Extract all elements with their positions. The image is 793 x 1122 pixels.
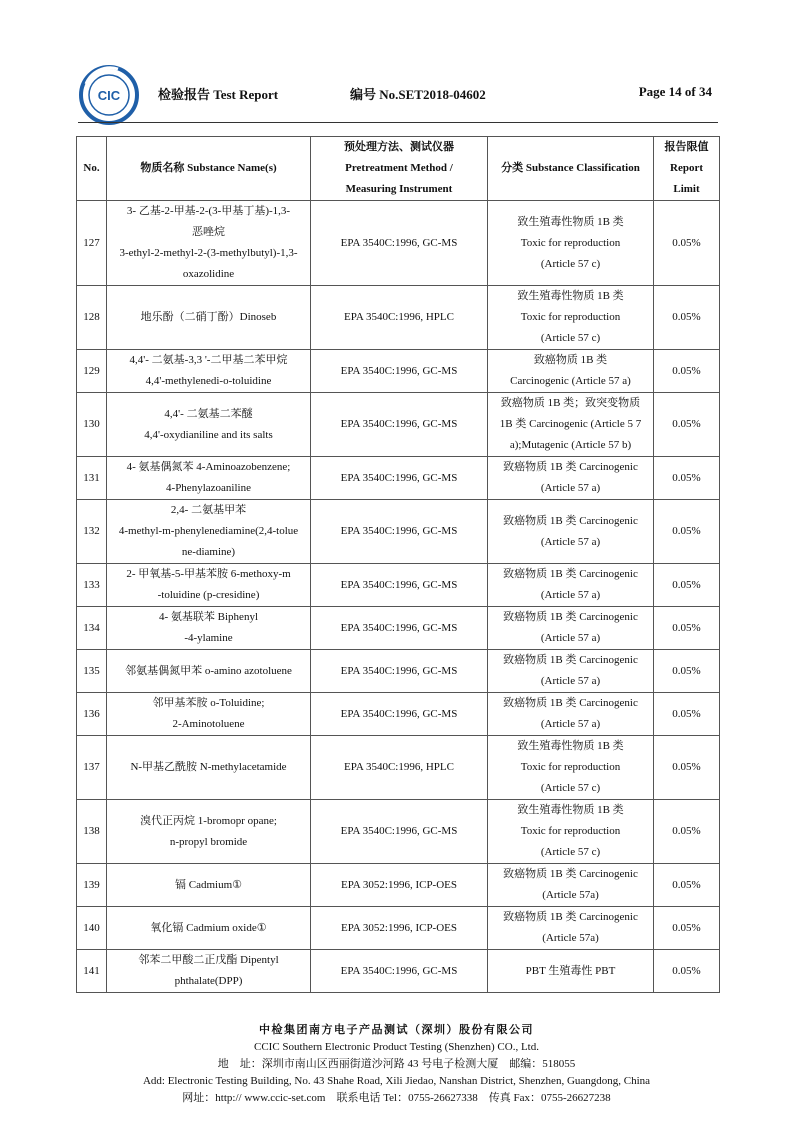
substance-name-line: 恶唑烷 [192,226,225,238]
table-row [77,201,720,286]
substance-name-line: 4,4'-methylenedi-o-toluidine [145,375,272,387]
report-limit: 0.05% [654,800,720,864]
test-method: EPA 3540C:1996, GC-MS [311,693,488,736]
substance-name-line: 3- 乙基-2-甲基-2-(3-甲基丁基)-1,3- [126,205,291,217]
table-row [77,950,720,993]
substance-name-line: 4,4'- 二氨基二苯醚 [164,407,253,420]
header-limit-line: Limit [673,183,700,195]
substance-classification [488,736,654,800]
report-limit: 0.05% [654,607,720,650]
test-method: EPA 3052:1996, ICP-OES [311,907,488,950]
substance-classification [488,800,654,864]
table-body [77,201,720,993]
table-row [77,607,720,650]
substance-name [107,950,311,993]
table-row [77,736,720,800]
footer-address-cn: 地 址：深圳市南山区西丽街道沙河路 43 号电子检测大厦 邮编：518055 [217,1058,576,1070]
substance-classification [488,650,654,693]
substance-name [107,350,311,393]
header-no: No. [77,137,107,201]
report-limit: 0.05% [654,650,720,693]
substance-name [107,650,311,693]
row-number: 134 [77,607,107,650]
table-row [77,500,720,564]
header-substance: 物质名称 Substance Name(s) [107,137,311,201]
row-number: 127 [77,201,107,286]
footer-company-cn: 中检集团南方电子产品测试（深圳）股份有限公司 [259,1024,534,1036]
table-row [77,800,720,864]
classification-line: 致癌物质 1B 类 Carcinogenic [503,568,638,580]
row-number: 141 [77,950,107,993]
page-header [78,62,718,126]
report-limit: 0.05% [654,564,720,607]
test-method: EPA 3052:1996, ICP-OES [311,864,488,907]
logo-text: CIC [97,88,121,103]
report-title: 检验报告 Test Report [158,87,279,102]
classification-line: Toxic for reproduction [520,236,621,249]
classification-line: 致癌物质 1B 类 Carcinogenic [503,611,638,623]
classification-line: (Article 57a) [542,889,599,901]
row-number: 130 [77,393,107,457]
substance-classification [488,201,654,286]
substance-name-line: 镉 Cadmium① [175,878,242,891]
test-method: EPA 3540C:1996, GC-MS [311,564,488,607]
report-limit: 0.05% [654,350,720,393]
classification-line: 致癌物质 1B 类 Carcinogenic [503,654,638,666]
substance-name-line: N-甲基乙酰胺 N-methylacetamide [130,761,287,773]
substance-name-line: 2-Aminotoluene [172,718,245,730]
ccic-logo-icon [78,64,140,126]
test-method: EPA 3540C:1996, GC-MS [311,800,488,864]
substance-name [107,693,311,736]
classification-line: (Article 57 a) [540,535,601,548]
test-method: EPA 3540C:1996, HPLC [311,286,488,350]
substance-classification [488,350,654,393]
classification-line: 致癌物质 1B 类 Carcinogenic [503,461,638,473]
header-method [311,137,488,201]
test-method: EPA 3540C:1996, HPLC [311,736,488,800]
substance-name-line: 4-methyl-m-phenylenediamine(2,4-tolue [118,525,299,537]
classification-line: (Article 57 a) [540,675,601,687]
test-method: EPA 3540C:1996, GC-MS [311,950,488,993]
substance-name-line: phthalate(DPP) [174,975,243,987]
substance-name-line: n-propyl bromide [169,835,248,848]
classification-line: 致生殖毒性物质 1B 类 [517,804,624,816]
table-row [77,393,720,457]
classification-line: 致生殖毒性物质 1B 类 [517,215,624,228]
classification-line: 致癌物质 1B 类；致突变物质 [500,397,641,409]
header-method-line: Pretreatment Method / [345,162,453,174]
substance-name-line: 溴代正丙烷 1-bromopr opane; [140,814,277,827]
substance-name [107,564,311,607]
report-limit: 0.05% [654,693,720,736]
test-method: EPA 3540C:1996, GC-MS [311,201,488,286]
header-limit [654,137,720,201]
substance-name-line: -toluidine (p-cresidine) [157,589,260,601]
classification-line: (Article 57 c) [540,782,601,794]
substance-classification [488,864,654,907]
classification-line: 1B 类 Carcinogenic (Article 5 7 [499,418,642,430]
row-number: 131 [77,457,107,500]
table-row [77,907,720,950]
classification-line: (Article 57 a) [540,718,601,730]
footer-company-en: CCIC Southern Electronic Product Testing (Shenzhen) CO., Ltd. [254,1041,539,1053]
substance-classification [488,564,654,607]
classification-line: (Article 57 c) [540,846,601,858]
substance-name [107,201,311,286]
classification-line: 致癌物质 1B 类 Carcinogenic [503,514,638,527]
substance-name-line: 邻氨基偶氮甲苯 o-amino azotoluene [125,664,292,677]
classification-line: 致癌物质 1B 类 [533,354,608,366]
report-limit: 0.05% [654,736,720,800]
report-limit: 0.05% [654,907,720,950]
report-limit: 0.05% [654,500,720,564]
header-method-line: 预处理方法、测试仪器 [344,141,454,153]
row-number: 135 [77,650,107,693]
row-number: 133 [77,564,107,607]
substance-name [107,864,311,907]
substance-classification [488,607,654,650]
substance-name-line: 邻甲基苯胺 o-Toluidine; [152,697,265,709]
substance-name-line: oxazolidine [182,268,235,280]
substance-name-line: 4,4'-oxydianiline and its salts [144,428,273,441]
substance-name [107,457,311,500]
substance-name-line: 氧化镉 Cadmium oxide① [150,921,267,934]
row-number: 128 [77,286,107,350]
substance-name-line: 地乐酚（二硝丁酚）Dinoseb [140,311,277,323]
classification-line: (Article 57 a) [540,632,601,644]
report-limit: 0.05% [654,457,720,500]
substance-name-line: 4- 氨基偶氮苯 4-Aminoazobenzene; [126,461,291,473]
classification-line: Toxic for reproduction [520,311,621,323]
substance-name-line: 2- 甲氧基-5-甲基苯胺 6-methoxy-m [126,568,291,580]
classification-line: (Article 57 c) [540,257,601,270]
substance-classification [488,393,654,457]
classification-line: (Article 57 a) [540,589,601,601]
substance-name [107,500,311,564]
table-row [77,864,720,907]
test-method: EPA 3540C:1996, GC-MS [311,650,488,693]
substance-classification [488,693,654,736]
table-row [77,457,720,500]
table-row [77,350,720,393]
row-number: 129 [77,350,107,393]
row-number: 138 [77,800,107,864]
test-method: EPA 3540C:1996, GC-MS [311,607,488,650]
substance-name-line: 3-ethyl-2-methyl-2-(3-methylbutyl)-1,3- [119,247,298,259]
substance-classification [488,500,654,564]
test-method: EPA 3540C:1996, GC-MS [311,350,488,393]
classification-line: 致生殖毒性物质 1B 类 [517,290,624,302]
footer-address-en: Add: Electronic Testing Building, No. 43 Shahe Road, Xili Jiedao, Nanshan District, Shenzhen, Guangdong, China [142,1075,651,1087]
substance-name-line: 4- 氨基联苯 Biphenyl [159,611,258,623]
header-limit-line: Report [670,162,703,174]
classification-line: 致癌物质 1B 类 Carcinogenic [503,911,638,923]
table-header-row [77,137,720,201]
classification-line: (Article 57 a) [540,482,601,494]
row-number: 137 [77,736,107,800]
classification-line: a);Mutagenic (Article 57 b) [509,439,632,451]
classification-line: Carcinogenic (Article 57 a) [510,375,631,387]
substance-classification [488,907,654,950]
substance-name-line: -4-ylamine [184,632,233,644]
page-number: Page 14 of 34 [638,84,712,99]
header-divider [78,122,718,123]
classification-line: PBT 生殖毒性 PBT [525,964,616,977]
substance-classification [488,457,654,500]
test-method: EPA 3540C:1996, GC-MS [311,393,488,457]
classification-line: 致癌物质 1B 类 Carcinogenic [503,697,638,709]
substance-name-line: 邻苯二甲酸二正戊酯 Dipentyl [138,954,279,966]
substance-name [107,393,311,457]
header-limit-line: 报告限值 [664,141,709,153]
classification-line: 致癌物质 1B 类 Carcinogenic [503,868,638,880]
classification-line: 致生殖毒性物质 1B 类 [517,740,624,752]
report-limit: 0.05% [654,286,720,350]
table-row [77,286,720,350]
test-method: EPA 3540C:1996, GC-MS [311,500,488,564]
report-limit: 0.05% [654,864,720,907]
page-footer [0,1022,793,1107]
header-classification: 分类 Substance Classification [488,137,654,201]
header-method-line: Measuring Instrument [345,183,453,195]
substance-name-line: 4-Phenylazoaniline [166,482,251,494]
classification-line: (Article 57a) [542,932,599,944]
report-number: 编号 No.SET2018-04602 [350,87,486,102]
table-row [77,650,720,693]
footer-contact: 网址：http:// www.ccic-set.com 联系电话 Tel：0755-26627338 传真 Fax：0755-26627238 [182,1092,611,1104]
substance-name-line: ne-diamine) [181,546,236,558]
substance-classification [488,286,654,350]
substance-table [76,136,720,993]
classification-line: Toxic for reproduction [520,761,621,773]
row-number: 136 [77,693,107,736]
report-limit: 0.05% [654,950,720,993]
table-row [77,564,720,607]
classification-line: Toxic for reproduction [520,825,621,837]
test-method: EPA 3540C:1996, GC-MS [311,457,488,500]
substance-name-line: 4,4'- 二氨基-3,3 '-二甲基二苯甲烷 [129,354,288,366]
report-limit: 0.05% [654,201,720,286]
substance-name [107,907,311,950]
substance-name-line: 2,4- 二氨基甲苯 [170,504,247,516]
row-number: 132 [77,500,107,564]
substance-name [107,286,311,350]
classification-line: (Article 57 c) [540,332,601,344]
report-limit: 0.05% [654,393,720,457]
substance-classification [488,950,654,993]
substance-name [107,607,311,650]
substance-name [107,800,311,864]
row-number: 140 [77,907,107,950]
table-row [77,693,720,736]
substance-name [107,736,311,800]
row-number: 139 [77,864,107,907]
